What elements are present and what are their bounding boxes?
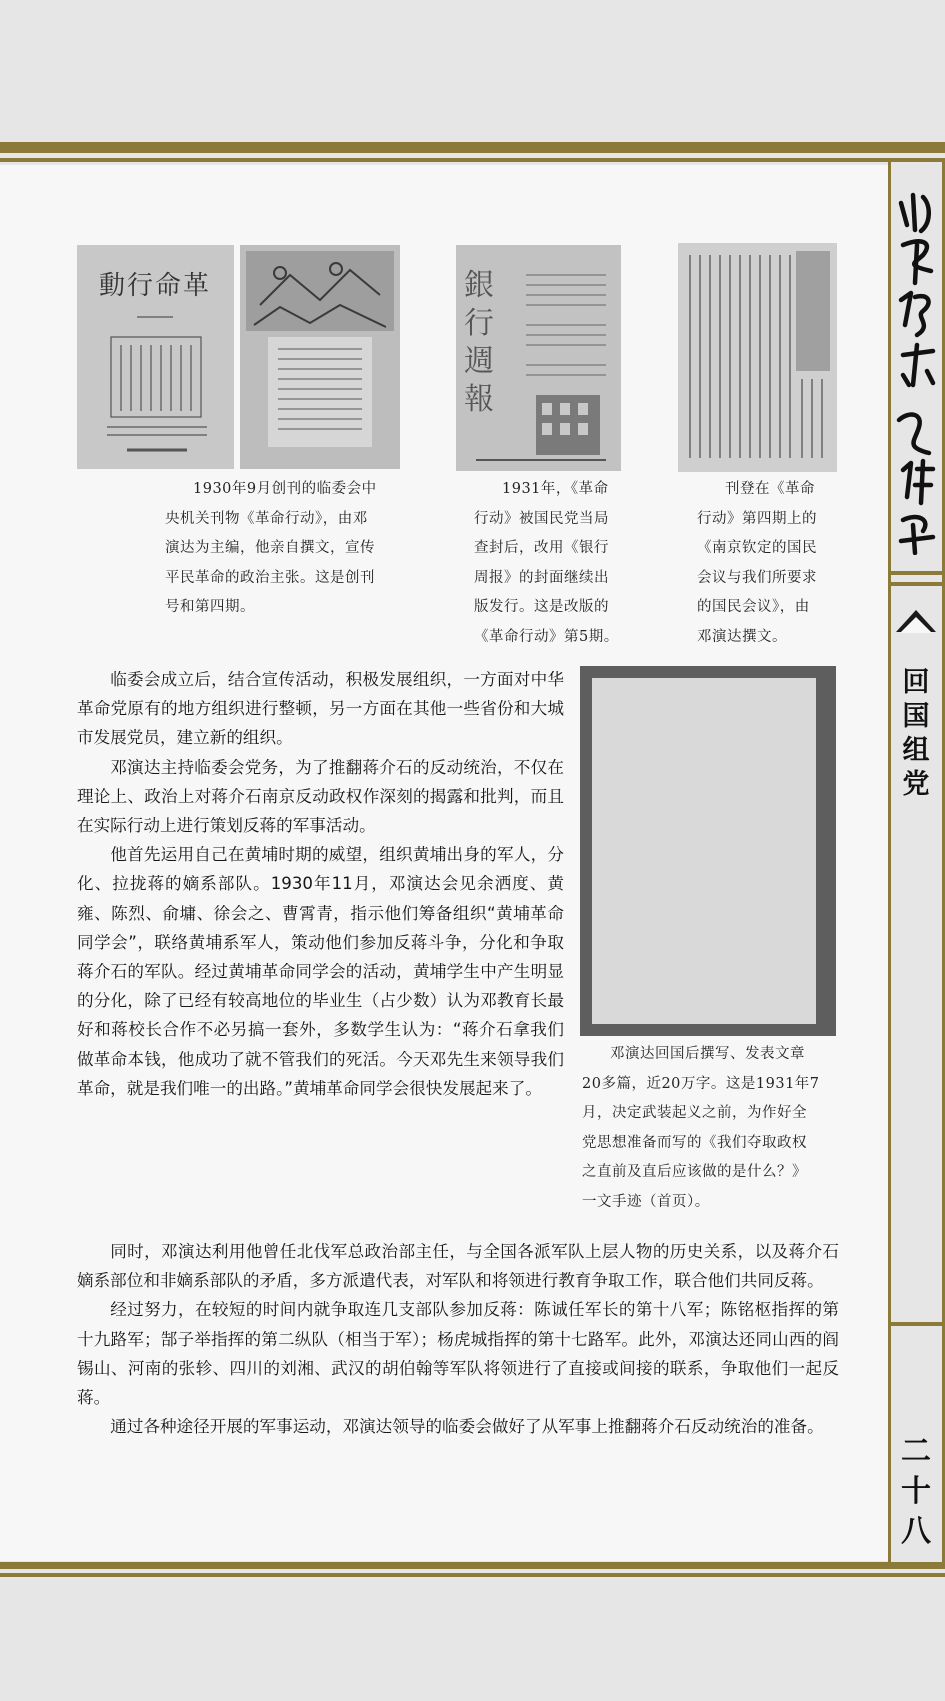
photo-magazine-cover-1 <box>77 245 234 469</box>
body-paragraph: 临委会成立后，结合宣传活动，积极发展组织，一方面对中华革命党原有的地方组织进行整顿，另一方面在其他一些省份和大城市发展党员，建立新的组织。 <box>77 670 564 748</box>
section-title-char: 组 <box>902 735 930 766</box>
caption-line: 号和第四期。 <box>165 599 255 615</box>
caption-line: 行动》被国民党当局 <box>474 510 609 527</box>
caption-line: 行动》第四期上的 <box>697 510 817 527</box>
caption-line: 一文手迹（首页）。 <box>582 1193 710 1210</box>
page-number-char: 十 <box>901 1474 931 1509</box>
caption-line: 的国民会议》，由 <box>697 599 810 615</box>
sidebar-divider-2 <box>888 582 945 586</box>
caption-line: 央机关刊物《革命行动》，由邓 <box>165 510 368 527</box>
caption-line: 刊登在《革命 <box>725 481 815 497</box>
body-text-narrow <box>77 665 564 1103</box>
caption-line: 平民革命的政治主张。这是创刊 <box>165 569 375 586</box>
caption-line: 月，决定武装起义之前，为作好全 <box>582 1105 807 1121</box>
page-number-char: 八 <box>901 1514 931 1549</box>
calligraphy-inscription <box>893 185 943 555</box>
sidebar-divider-3 <box>888 1322 945 1326</box>
body-paragraph: 同时，邓演达利用他曾任北伐军总政治部主任，与全国各派军队上层人物的历史关系，以及蒋介石嫡系部位和非嫡系部队的矛盾，多方派遣代表，对军队和将领进行教育争取工作，联合他们共同反蒋。 <box>77 1242 839 1291</box>
caption-line: 《革命行动》第5期。 <box>474 628 619 645</box>
caption-article <box>697 475 857 652</box>
bottom-gold-bar <box>0 1562 945 1569</box>
sidebar-left-rule <box>888 158 891 1562</box>
caption-line: 之直前及直后应该做的是什么？》 <box>582 1164 807 1180</box>
caption-bank-weekly <box>474 475 634 652</box>
caption-line: 邓演达回国后撰写、发表文章 <box>610 1046 805 1062</box>
caption-line: 党思想准备而写的《我们夺取政权 <box>582 1134 807 1151</box>
body-paragraph: 他首先运用自己在黄埔时期的威望，组织黄埔出身的军人，分化、拉拢蒋的嫡系部队。1930年11月，邓演达会见余洒度、黄雍、陈烈、俞墉、徐会之、曹霄青，指示他们筹备组织“黄埔革命同学会”，联络黄埔系军人，策动他们参加反蒋斗争，分化和争取蒋介石的军队。经过黄埔革命同学会的活动，黄埔学生中产生明显的分化，除了已经有较高地位的毕业生（占少数）认为邓教育长最好和蒋校长合作不必另搞一套外，多数学生认为：“蒋介石拿我们做革命本钱，他成功了就不管我们的死活。今天邓先生来领导我们革命，就是我们唯一的出路。”黄埔革命同学会很快发展起来了。 <box>77 845 564 1098</box>
body-text-wide <box>77 1237 839 1441</box>
caption-line: 邓演达撰文。 <box>697 628 787 645</box>
section-title-char: 国 <box>902 701 930 732</box>
top-gold-bar <box>0 142 945 153</box>
caption-line: 查封后，改用《银行 <box>474 540 609 556</box>
section-title-char: 回 <box>902 667 930 698</box>
photo-manuscript <box>580 666 836 1036</box>
photo-bank-weekly-cover <box>456 245 621 471</box>
sidebar-divider-1 <box>888 571 945 575</box>
caption-line: 1931年，《革命 <box>502 481 609 497</box>
page-number-char: 二 <box>901 1434 931 1469</box>
caption-line: 演达为主编，他亲自撰文，宣传 <box>165 540 375 556</box>
caption-line: 20多篇，近20万字。这是1931年7 <box>582 1075 820 1092</box>
caption-line: 周报》的封面继续出 <box>474 569 609 586</box>
caption-line: 版发行。这是改版的 <box>474 599 609 615</box>
caption-line: 《南京钦定的国民 <box>697 540 817 556</box>
section-marker-triangle-inner <box>900 617 932 633</box>
caption-line: 会议与我们所要求 <box>697 569 817 586</box>
caption-manuscript <box>582 1040 852 1217</box>
photo-article-page <box>678 243 837 472</box>
photo-magazine-cover-4 <box>240 245 400 469</box>
caption-line: 1930年9月创刊的临委会中 <box>193 481 377 497</box>
body-paragraph: 邓演达主持临委会党务，为了推翻蒋介石的反动统治，不仅在理论上、政治上对蒋介石南京反动政权作深刻的揭露和批判，而且在实际行动上进行策划反蒋的军事活动。 <box>77 757 564 836</box>
cover-title: 銀行週報 <box>464 268 494 417</box>
body-paragraph: 通过各种途径开展的军事运动，邓演达领导的临委会做好了从军事上推翻蒋介石反动统治的准备。 <box>110 1417 824 1437</box>
section-title-char: 党 <box>902 769 930 800</box>
caption-magazine-covers <box>165 475 405 623</box>
section-title <box>899 666 933 802</box>
top-gold-line <box>0 158 945 162</box>
cover-title: 動行命革 <box>99 271 212 301</box>
page-number <box>899 1432 933 1552</box>
body-paragraph: 经过努力，在较短的时间内就争取连几支部队参加反蒋：陈诚任军长的第十八军；陈铭枢指挥的第十九路军；郜子举指挥的第二纵队（相当于军）；杨虎城指挥的第十七路军。此外，邓演达还同山西的阎锡山、河南的张轸、四川的刘湘、武汉的胡伯翰等军队将领进行了直接或间接的联系，争取他们一起反蒋。 <box>77 1300 839 1408</box>
bottom-gold-line <box>0 1573 945 1577</box>
